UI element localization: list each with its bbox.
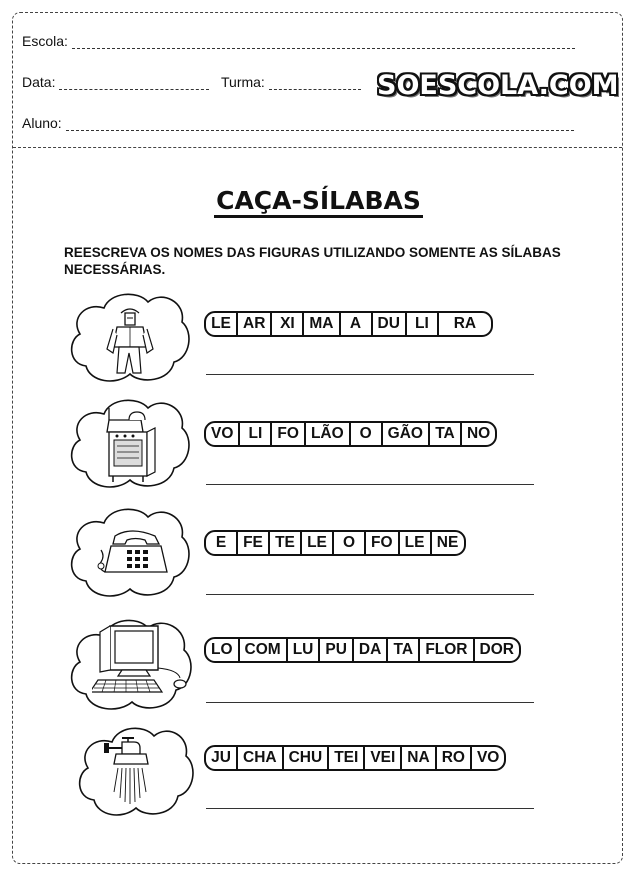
syllable-box[interactable]: LI: [407, 313, 439, 335]
answer-line-5[interactable]: [206, 808, 534, 809]
school-field[interactable]: [22, 33, 575, 49]
syllable-box[interactable]: TA: [388, 639, 420, 661]
syllable-box[interactable]: FO: [366, 532, 400, 554]
syllable-box[interactable]: PU: [320, 639, 354, 661]
syllable-box[interactable]: FLOR: [420, 639, 474, 661]
answer-line-2[interactable]: [206, 484, 534, 485]
syllable-box[interactable]: DOR: [479, 641, 514, 658]
page-title: [0, 186, 637, 215]
syllable-box[interactable]: A: [341, 313, 373, 335]
title-text: CAÇA-SÍLABAS: [214, 186, 423, 218]
syllable-box[interactable]: FE: [238, 532, 270, 554]
syllable-box[interactable]: CHU: [284, 747, 330, 769]
syllable-row-5: [204, 745, 506, 771]
syllable-box[interactable]: LÃO: [306, 423, 351, 445]
class-field[interactable]: [221, 74, 361, 90]
header-divider: [13, 147, 622, 148]
syllable-box[interactable]: NE: [436, 534, 459, 551]
class-input-line[interactable]: [269, 79, 361, 90]
syllable-box[interactable]: CHA: [238, 747, 284, 769]
syllable-box[interactable]: COM: [240, 639, 288, 661]
syllable-box[interactable]: TA: [430, 423, 462, 445]
student-label: Aluno:: [22, 115, 62, 131]
syllable-box[interactable]: O: [334, 532, 366, 554]
school-label: Escola:: [22, 33, 68, 49]
syllable-box[interactable]: TEI: [329, 747, 365, 769]
armor-icon: [103, 305, 155, 377]
syllable-box[interactable]: LU: [288, 639, 321, 661]
telephone-icon: [93, 528, 173, 580]
syllable-box[interactable]: VO: [476, 749, 500, 766]
syllable-box[interactable]: JU: [206, 747, 238, 769]
syllable-box[interactable]: TE: [270, 532, 302, 554]
syllable-box[interactable]: NA: [402, 747, 436, 769]
syllable-box[interactable]: MA: [304, 313, 340, 335]
syllable-box[interactable]: VO: [206, 423, 240, 445]
syllable-box[interactable]: LE: [302, 532, 334, 554]
date-field[interactable]: [22, 74, 209, 90]
syllable-box[interactable]: RA: [453, 315, 477, 332]
syllable-box[interactable]: LI: [240, 423, 272, 445]
stove-icon: [105, 406, 163, 484]
syllable-box[interactable]: E: [206, 532, 238, 554]
soescola-logo: SOESCOLA.COM: [377, 70, 619, 101]
syllable-box[interactable]: O: [351, 423, 383, 445]
student-input-line[interactable]: [66, 120, 574, 131]
instruction-text: REESCREVA OS NOMES DAS FIGURAS UTILIZANDO SOMENTE AS SÍLABAS NECESSÁRIAS.: [64, 245, 561, 277]
syllable-box[interactable]: DA: [354, 639, 388, 661]
answer-line-1[interactable]: [206, 374, 534, 375]
syllable-box[interactable]: DU: [373, 313, 407, 335]
syllable-box[interactable]: XI: [272, 313, 304, 335]
syllable-box[interactable]: LE: [400, 532, 432, 554]
syllable-box[interactable]: LE: [206, 313, 238, 335]
class-label: Turma:: [221, 74, 265, 90]
answer-line-3[interactable]: [206, 594, 534, 595]
student-field[interactable]: [22, 115, 574, 131]
syllable-row-1: [204, 311, 493, 337]
date-label: Data:: [22, 74, 56, 90]
answer-line-4[interactable]: [206, 702, 534, 703]
syllable-row-2: [204, 421, 497, 447]
shower-icon: [104, 734, 156, 810]
syllable-box[interactable]: LO: [206, 639, 240, 661]
syllable-box[interactable]: VEI: [365, 747, 402, 769]
syllable-box[interactable]: RO: [437, 747, 472, 769]
syllable-row-3: [204, 530, 466, 556]
syllable-box[interactable]: NO: [466, 425, 491, 442]
syllable-box[interactable]: GÃO: [383, 423, 430, 445]
school-input-line[interactable]: [72, 38, 575, 49]
syllable-row-4: [204, 637, 521, 663]
date-input-line[interactable]: [59, 79, 209, 90]
syllable-box[interactable]: AR: [238, 313, 272, 335]
syllable-box[interactable]: FO: [272, 423, 306, 445]
computer-icon: [92, 622, 190, 702]
